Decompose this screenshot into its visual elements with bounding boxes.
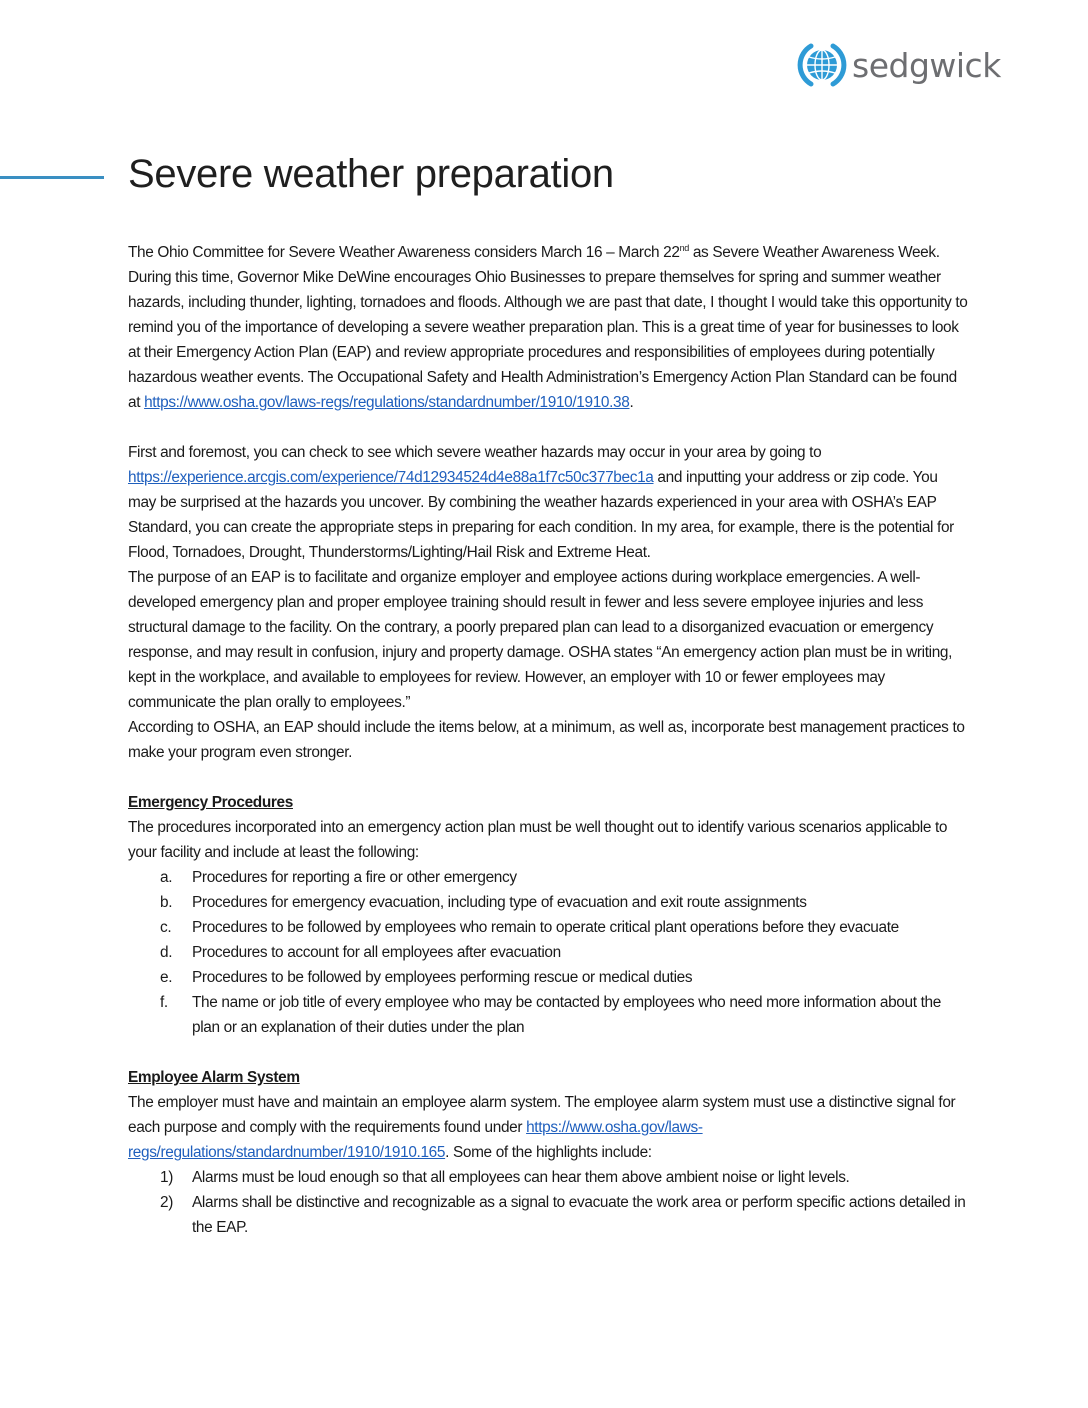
list-item: f. The name or job title of every employee who may be contacted by employees who need more information about the plan or an explanation of their duties under the plan bbox=[160, 994, 941, 1036]
sedgwick-logo bbox=[797, 40, 1001, 90]
osha-eap-link[interactable]: https://www.osha.gov/laws-regs/regulations/standardnumber/1910/1910.38 bbox=[144, 394, 630, 411]
alarm-system-list bbox=[128, 1165, 968, 1240]
list-item: d. Procedures to account for all employees after evacuation bbox=[160, 944, 561, 961]
intro-paragraph: The Ohio Committee for Severe Weather Awareness considers March 16 – March 22nd as Severe Weather Awareness Week. During this time, Governor Mike DeWine encourages Ohio Businesses to prepare themselves for spring and summer weather hazards, including thunder, lighting, tornadoes and floods. Although we are past that date, I thought I would take this opportunity to remind you of the importance of developing a severe weather preparation plan. This is a great time of year for businesses to look at their Emergency Action Plan (EAP) and review appropriate procedures and responsibilities of employees during potentially hazardous weather events. The Occupational Safety and Health Administration’s Emergency Action Plan Standard can be found at https://www.osha.gov/laws-regs/regulations/standardnumber/1910/1910.38. bbox=[128, 242, 968, 411]
page-title: Severe weather preparation bbox=[128, 152, 614, 196]
alarm-system-heading: Employee Alarm System bbox=[128, 1069, 300, 1086]
list-item: 2) Alarms shall be distinctive and recognizable as a signal to evacuate the work area or perform specific actions detailed in the EAP. bbox=[160, 1194, 966, 1236]
logo-text: sedgwick bbox=[852, 45, 1001, 85]
list-item: b. Procedures for emergency evacuation, including type of evacuation and exit route assignments bbox=[160, 894, 807, 911]
emergency-procedures-intro: The procedures incorporated into an emergency action plan must be well thought out to identify various scenarios applicable to your facility and include at least the following: bbox=[128, 819, 948, 861]
list-item: e. Procedures to be followed by employees performing rescue or medical duties bbox=[160, 969, 693, 986]
eap-requirements-paragraph: According to OSHA, an EAP should include the items below, at a minimum, as well as, incorporate best management practices to make your program even stronger. bbox=[128, 719, 965, 761]
emergency-procedures-list bbox=[128, 865, 968, 1040]
list-item: a. Procedures for reporting a fire or other emergency bbox=[160, 869, 517, 886]
emergency-procedures-heading: Emergency Procedures bbox=[128, 794, 293, 811]
hazards-paragraph: First and foremost, you can check to see which severe weather hazards may occur in your area by going to https://experience.arcgis.com/experience/74d12934524d4e88a1f7c50c377bec1a and inputting your address or zip code. You may be surprised at the hazards you uncover. By combining the weather hazards experienced in your area with OSHA’s EAP Standard, you can create the appropriate steps in preparing for each condition. In my area, for example, there is the potential for Flood, Tornadoes, Drought, Thunderstorms/Lighting/Hail Risk and Extreme Heat. bbox=[128, 444, 954, 561]
globe-icon bbox=[797, 40, 847, 90]
title-rule bbox=[0, 176, 104, 179]
osha-alarm-standard-link[interactable]: https://www.osha.gov/laws-regs/regulations/standardnumber/1910/1910.165 bbox=[128, 1119, 703, 1161]
alarm-system-intro: The employer must have and maintain an employee alarm system. The employee alarm system must use a distinctive signal for each purpose and comply with the requirements found under https://www.osha.gov/laws-regs/regulations/standardnumber/1910/1910.165. Some of the highlights include: bbox=[128, 1094, 956, 1161]
document-body bbox=[128, 240, 968, 1240]
arcgis-hazard-map-link[interactable]: https://experience.arcgis.com/experience/74d12934524d4e88a1f7c50c377bec1a bbox=[128, 469, 654, 486]
eap-purpose-paragraph: The purpose of an EAP is to facilitate and organize employer and employee actions during workplace emergencies. A well-developed emergency plan and proper employee training should result in fewer and less severe employee injuries and less structural damage to the facility. On the contrary, a poorly prepared plan can lead to a disorganized evacuation or emergency response, and may result in confusion, injury and property damage. OSHA states “An emergency action plan must be in writing, kept in the workplace, and available to employees for review. However, an employer with 10 or fewer employees may communicate the plan orally to employees.” bbox=[128, 569, 953, 711]
list-item: 1) Alarms must be loud enough so that all employees can hear them above ambient noise or light levels. bbox=[160, 1169, 850, 1186]
list-item: c. Procedures to be followed by employees who remain to operate critical plant operations before they evacuate bbox=[160, 919, 899, 936]
